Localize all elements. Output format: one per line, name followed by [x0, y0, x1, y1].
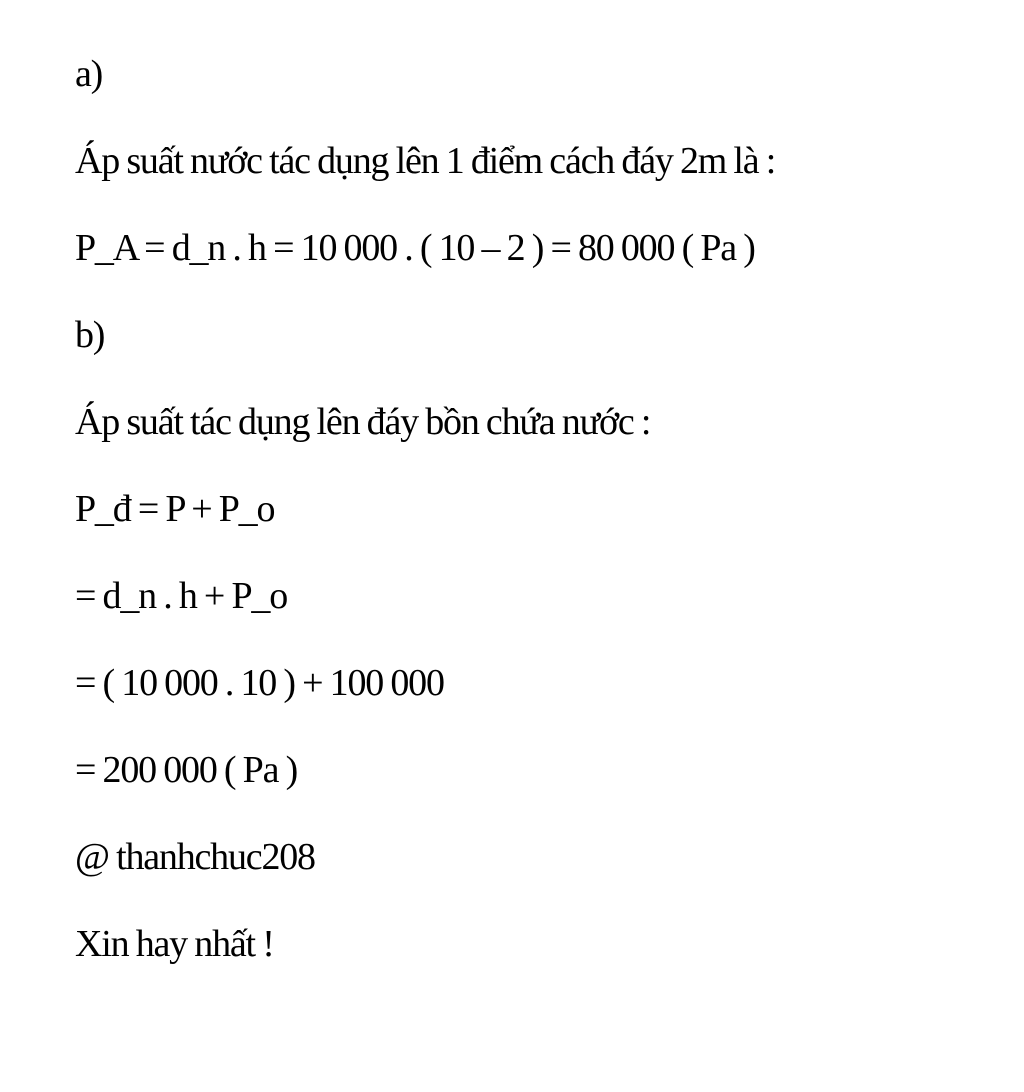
part-a-formula: P_A = d_n . h = 10 000 . ( 10 – 2 ) = 80 000 ( Pa )	[75, 227, 755, 269]
closing-note: Xin hay nhất !	[75, 923, 274, 965]
part-a-statement: Áp suất nước tác dụng lên 1 điểm cách đáy 2m là :	[75, 140, 776, 182]
part-b-result: = 200 000 ( Pa )	[75, 749, 298, 791]
part-b-statement: Áp suất tác dụng lên đáy bồn chứa nước :	[75, 401, 651, 443]
part-b-formula-3: = ( 10 000 . 10 ) + 100 000	[75, 662, 444, 704]
part-b-formula-1: P_đ = P + P_o	[75, 488, 275, 530]
part-a-label: a)	[75, 53, 103, 95]
author-signature: @ thanhchuc208	[75, 836, 315, 878]
part-b-formula-2: = d_n . h + P_o	[75, 575, 287, 617]
part-b-label: b)	[75, 314, 105, 356]
solution-document	[75, 45, 995, 1002]
